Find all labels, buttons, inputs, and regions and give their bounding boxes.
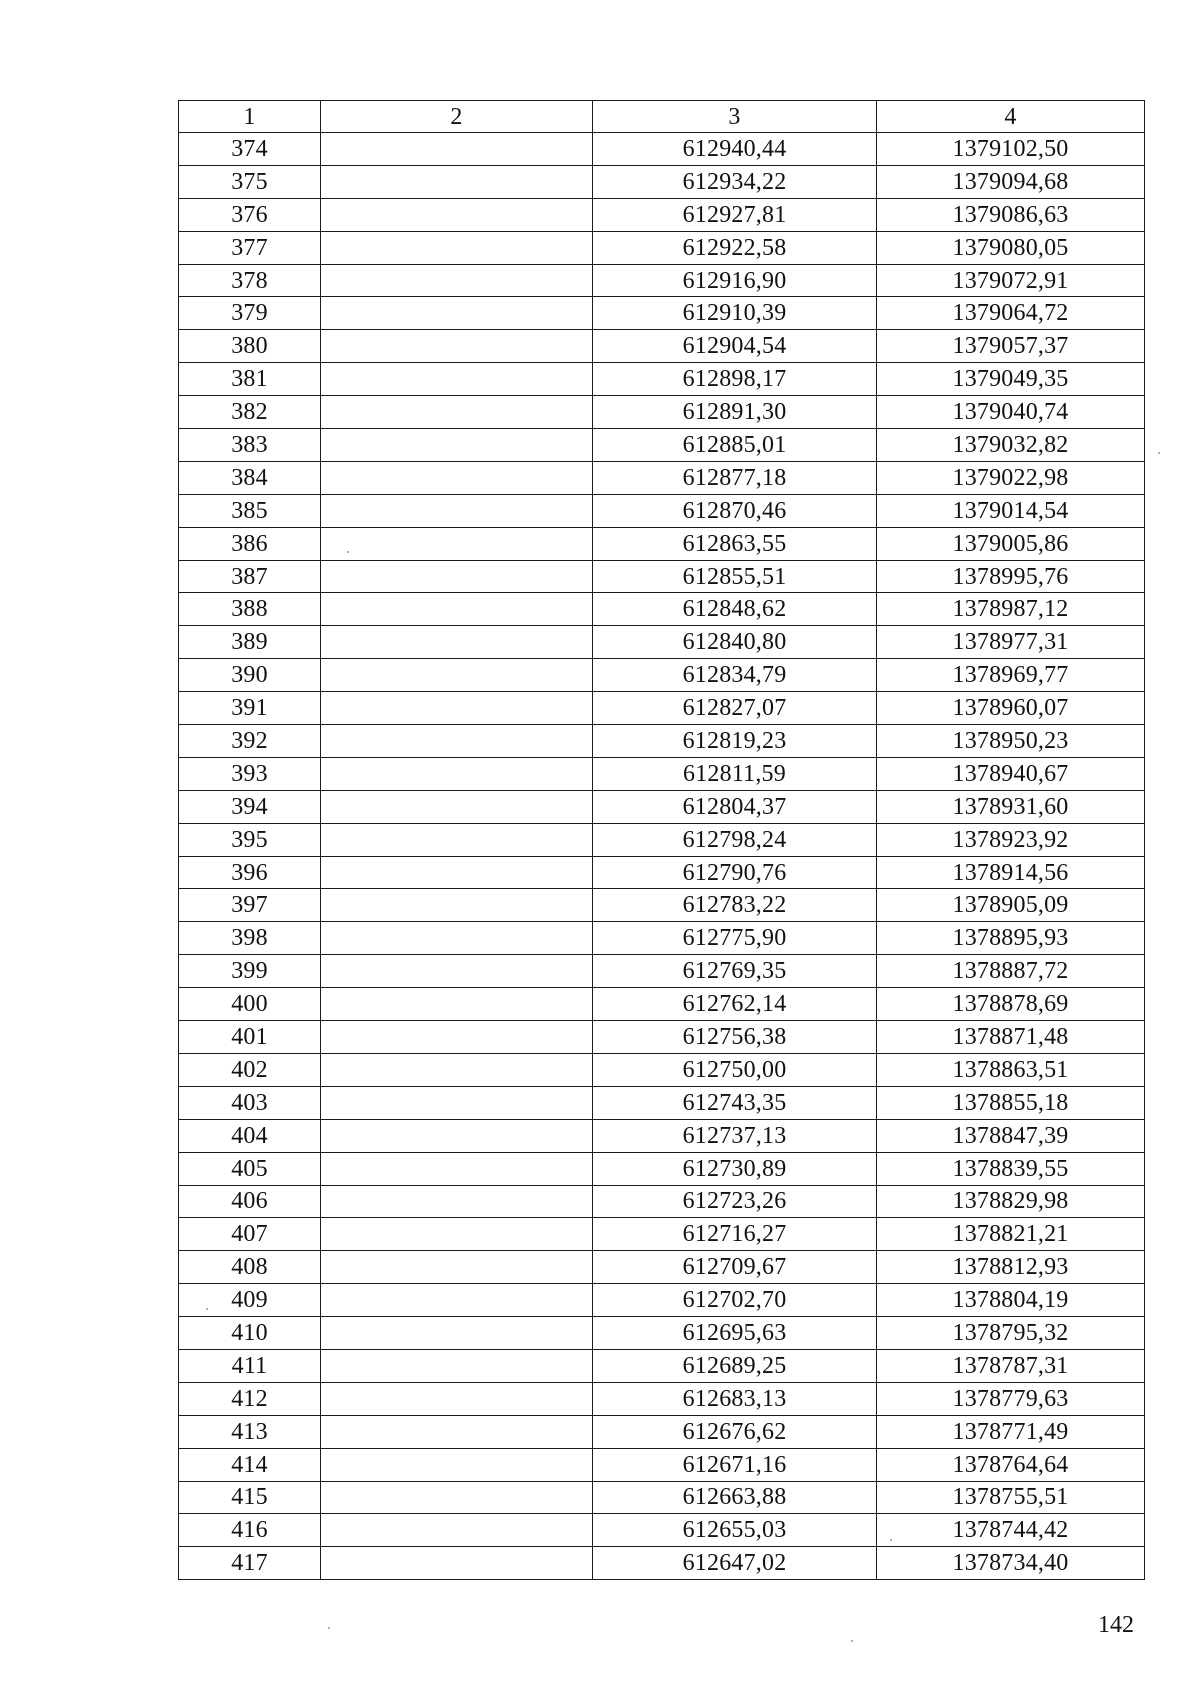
description-cell: [321, 1415, 593, 1448]
point-number-cell: 403: [179, 1086, 321, 1119]
description-cell: [321, 1251, 593, 1284]
description-cell: [321, 396, 593, 429]
description-cell: [321, 297, 593, 330]
description-cell: [321, 823, 593, 856]
description-cell: [321, 494, 593, 527]
point-number-cell: 378: [179, 264, 321, 297]
description-cell: [321, 856, 593, 889]
y-coordinate-cell: 1378895,93: [877, 922, 1145, 955]
x-coordinate-cell: 612790,76: [593, 856, 877, 889]
description-cell: [321, 165, 593, 198]
y-coordinate-cell: 1379032,82: [877, 429, 1145, 462]
x-coordinate-cell: 612647,02: [593, 1547, 877, 1580]
point-number-cell: 390: [179, 659, 321, 692]
x-coordinate-cell: 612769,35: [593, 955, 877, 988]
point-number-cell: 417: [179, 1547, 321, 1580]
y-coordinate-cell: 1378923,92: [877, 823, 1145, 856]
description-cell: [321, 1547, 593, 1580]
x-coordinate-cell: 612848,62: [593, 593, 877, 626]
x-coordinate-cell: 612863,55: [593, 527, 877, 560]
y-coordinate-cell: 1378905,09: [877, 889, 1145, 922]
point-number-cell: 389: [179, 626, 321, 659]
table-row: [179, 922, 1145, 955]
description-cell: [321, 429, 593, 462]
y-coordinate-cell: 1378878,69: [877, 988, 1145, 1021]
x-coordinate-cell: 612671,16: [593, 1448, 877, 1481]
table-row: [179, 659, 1145, 692]
description-cell: [321, 1185, 593, 1218]
description-cell: [321, 1152, 593, 1185]
description-cell: [321, 889, 593, 922]
table-row: [179, 1481, 1145, 1514]
point-number-cell: 412: [179, 1382, 321, 1415]
table-row: [179, 1317, 1145, 1350]
description-cell: [321, 560, 593, 593]
x-coordinate-cell: 612775,90: [593, 922, 877, 955]
x-coordinate-cell: 612885,01: [593, 429, 877, 462]
y-coordinate-cell: 1378764,64: [877, 1448, 1145, 1481]
x-coordinate-cell: 612762,14: [593, 988, 877, 1021]
y-coordinate-cell: 1378755,51: [877, 1481, 1145, 1514]
y-coordinate-cell: 1379094,68: [877, 165, 1145, 198]
y-coordinate-cell: 1379080,05: [877, 231, 1145, 264]
y-coordinate-cell: 1379005,86: [877, 527, 1145, 560]
y-coordinate-cell: 1379049,35: [877, 363, 1145, 396]
description-cell: [321, 757, 593, 790]
table-row: [179, 988, 1145, 1021]
table-row: [179, 1021, 1145, 1054]
point-number-cell: 380: [179, 330, 321, 363]
description-cell: [321, 1317, 593, 1350]
y-coordinate-cell: 1379022,98: [877, 461, 1145, 494]
x-coordinate-cell: 612827,07: [593, 692, 877, 725]
point-number-cell: 379: [179, 297, 321, 330]
table-row: [179, 461, 1145, 494]
x-coordinate-cell: 612916,90: [593, 264, 877, 297]
x-coordinate-cell: 612934,22: [593, 165, 877, 198]
point-number-cell: 382: [179, 396, 321, 429]
description-cell: [321, 527, 593, 560]
x-coordinate-cell: 612750,00: [593, 1053, 877, 1086]
description-cell: [321, 1021, 593, 1054]
point-number-cell: 410: [179, 1317, 321, 1350]
table-row: [179, 133, 1145, 166]
point-number-cell: 384: [179, 461, 321, 494]
x-coordinate-cell: 612702,70: [593, 1284, 877, 1317]
point-number-cell: 408: [179, 1251, 321, 1284]
description-cell: [321, 626, 593, 659]
table-row: [179, 593, 1145, 626]
y-coordinate-cell: 1378995,76: [877, 560, 1145, 593]
point-number-cell: 407: [179, 1218, 321, 1251]
description-cell: [321, 725, 593, 758]
table-row: [179, 527, 1145, 560]
point-number-cell: 399: [179, 955, 321, 988]
table-row: [179, 396, 1145, 429]
table-row: [179, 1086, 1145, 1119]
y-coordinate-cell: 1378795,32: [877, 1317, 1145, 1350]
coordinates-table: [178, 100, 1145, 1580]
table-row: [179, 1152, 1145, 1185]
point-number-cell: 375: [179, 165, 321, 198]
x-coordinate-cell: 612683,13: [593, 1382, 877, 1415]
table-row: [179, 1514, 1145, 1547]
table-body: [179, 133, 1145, 1580]
x-coordinate-cell: 612737,13: [593, 1119, 877, 1152]
x-coordinate-cell: 612855,51: [593, 560, 877, 593]
y-coordinate-cell: 1378940,67: [877, 757, 1145, 790]
x-coordinate-cell: 612689,25: [593, 1349, 877, 1382]
table-row: [179, 757, 1145, 790]
y-coordinate-cell: 1378779,63: [877, 1382, 1145, 1415]
point-number-cell: 381: [179, 363, 321, 396]
x-coordinate-cell: 612723,26: [593, 1185, 877, 1218]
x-coordinate-cell: 612870,46: [593, 494, 877, 527]
y-coordinate-cell: 1378871,48: [877, 1021, 1145, 1054]
y-coordinate-cell: 1378931,60: [877, 790, 1145, 823]
x-coordinate-cell: 612709,67: [593, 1251, 877, 1284]
table-row: [179, 231, 1145, 264]
point-number-cell: 387: [179, 560, 321, 593]
description-cell: [321, 593, 593, 626]
description-cell: [321, 363, 593, 396]
table-row: [179, 856, 1145, 889]
description-cell: [321, 330, 593, 363]
table-header: [179, 101, 1145, 133]
y-coordinate-cell: 1379072,91: [877, 264, 1145, 297]
point-number-cell: 392: [179, 725, 321, 758]
description-cell: [321, 922, 593, 955]
table-row: [179, 1284, 1145, 1317]
point-number-cell: 402: [179, 1053, 321, 1086]
point-number-cell: 414: [179, 1448, 321, 1481]
description-cell: [321, 1218, 593, 1251]
point-number-cell: 413: [179, 1415, 321, 1448]
description-cell: [321, 659, 593, 692]
description-cell: [321, 1448, 593, 1481]
y-coordinate-cell: 1378863,51: [877, 1053, 1145, 1086]
point-number-cell: 405: [179, 1152, 321, 1185]
point-number-cell: 411: [179, 1349, 321, 1382]
x-coordinate-cell: 612898,17: [593, 363, 877, 396]
y-coordinate-cell: 1378914,56: [877, 856, 1145, 889]
description-cell: [321, 133, 593, 166]
table-row: [179, 165, 1145, 198]
point-number-cell: 398: [179, 922, 321, 955]
point-number-cell: 383: [179, 429, 321, 462]
column-header-3: 3: [593, 101, 877, 133]
point-number-cell: 395: [179, 823, 321, 856]
description-cell: [321, 1086, 593, 1119]
point-number-cell: 393: [179, 757, 321, 790]
table-row: [179, 790, 1145, 823]
description-cell: [321, 1119, 593, 1152]
point-number-cell: 385: [179, 494, 321, 527]
point-number-cell: 376: [179, 198, 321, 231]
x-coordinate-cell: 612804,37: [593, 790, 877, 823]
description-cell: [321, 1349, 593, 1382]
y-coordinate-cell: 1378969,77: [877, 659, 1145, 692]
x-coordinate-cell: 612783,22: [593, 889, 877, 922]
table-row: [179, 429, 1145, 462]
y-coordinate-cell: 1378839,55: [877, 1152, 1145, 1185]
point-number-cell: 394: [179, 790, 321, 823]
table-row: [179, 1382, 1145, 1415]
table-row: [179, 1547, 1145, 1580]
table-row: [179, 297, 1145, 330]
y-coordinate-cell: 1379014,54: [877, 494, 1145, 527]
table-row: [179, 264, 1145, 297]
table-row: [179, 1053, 1145, 1086]
x-coordinate-cell: 612877,18: [593, 461, 877, 494]
x-coordinate-cell: 612834,79: [593, 659, 877, 692]
scan-speck: [206, 1308, 208, 1310]
description-cell: [321, 264, 593, 297]
point-number-cell: 406: [179, 1185, 321, 1218]
description-cell: [321, 1481, 593, 1514]
page-number: 142: [1098, 1612, 1134, 1638]
x-coordinate-cell: 612655,03: [593, 1514, 877, 1547]
table-row: [179, 198, 1145, 231]
y-coordinate-cell: 1379064,72: [877, 297, 1145, 330]
x-coordinate-cell: 612663,88: [593, 1481, 877, 1514]
point-number-cell: 374: [179, 133, 321, 166]
table-row: [179, 626, 1145, 659]
point-number-cell: 386: [179, 527, 321, 560]
y-coordinate-cell: 1378887,72: [877, 955, 1145, 988]
table-row: [179, 955, 1145, 988]
description-cell: [321, 692, 593, 725]
x-coordinate-cell: 612891,30: [593, 396, 877, 429]
x-coordinate-cell: 612927,81: [593, 198, 877, 231]
x-coordinate-cell: 612716,27: [593, 1218, 877, 1251]
point-number-cell: 409: [179, 1284, 321, 1317]
x-coordinate-cell: 612743,35: [593, 1086, 877, 1119]
y-coordinate-cell: 1378847,39: [877, 1119, 1145, 1152]
point-number-cell: 415: [179, 1481, 321, 1514]
table-row: [179, 1251, 1145, 1284]
table-row: [179, 725, 1145, 758]
y-coordinate-cell: 1378787,31: [877, 1349, 1145, 1382]
y-coordinate-cell: 1379057,37: [877, 330, 1145, 363]
scan-speck: [1158, 452, 1160, 454]
table-row: [179, 363, 1145, 396]
x-coordinate-cell: 612676,62: [593, 1415, 877, 1448]
y-coordinate-cell: 1378821,21: [877, 1218, 1145, 1251]
table-row: [179, 1415, 1145, 1448]
scan-speck: [347, 551, 349, 553]
y-coordinate-cell: 1378812,93: [877, 1251, 1145, 1284]
point-number-cell: 388: [179, 593, 321, 626]
y-coordinate-cell: 1378960,07: [877, 692, 1145, 725]
point-number-cell: 401: [179, 1021, 321, 1054]
table-row: [179, 1448, 1145, 1481]
x-coordinate-cell: 612730,89: [593, 1152, 877, 1185]
table-row: [179, 889, 1145, 922]
y-coordinate-cell: 1378771,49: [877, 1415, 1145, 1448]
description-cell: [321, 988, 593, 1021]
table-row: [179, 1185, 1145, 1218]
x-coordinate-cell: 612695,63: [593, 1317, 877, 1350]
column-header-2: 2: [321, 101, 593, 133]
scan-speck: [851, 1640, 853, 1642]
description-cell: [321, 1053, 593, 1086]
table-row: [179, 692, 1145, 725]
y-coordinate-cell: 1378950,23: [877, 725, 1145, 758]
x-coordinate-cell: 612940,44: [593, 133, 877, 166]
y-coordinate-cell: 1378829,98: [877, 1185, 1145, 1218]
point-number-cell: 404: [179, 1119, 321, 1152]
point-number-cell: 416: [179, 1514, 321, 1547]
table-row: [179, 494, 1145, 527]
table-row: [179, 330, 1145, 363]
column-header-4: 4: [877, 101, 1145, 133]
description-cell: [321, 198, 593, 231]
table-row: [179, 823, 1145, 856]
y-coordinate-cell: 1379040,74: [877, 396, 1145, 429]
y-coordinate-cell: 1378744,42: [877, 1514, 1145, 1547]
x-coordinate-cell: 612811,59: [593, 757, 877, 790]
x-coordinate-cell: 612756,38: [593, 1021, 877, 1054]
scan-speck: [890, 1539, 892, 1541]
table-row: [179, 1349, 1145, 1382]
x-coordinate-cell: 612798,24: [593, 823, 877, 856]
y-coordinate-cell: 1378804,19: [877, 1284, 1145, 1317]
description-cell: [321, 1514, 593, 1547]
table-row: [179, 1119, 1145, 1152]
x-coordinate-cell: 612904,54: [593, 330, 877, 363]
description-cell: [321, 1284, 593, 1317]
scan-speck: [328, 1627, 330, 1629]
description-cell: [321, 790, 593, 823]
description-cell: [321, 955, 593, 988]
y-coordinate-cell: 1378977,31: [877, 626, 1145, 659]
point-number-cell: 377: [179, 231, 321, 264]
description-cell: [321, 461, 593, 494]
y-coordinate-cell: 1379086,63: [877, 198, 1145, 231]
point-number-cell: 391: [179, 692, 321, 725]
y-coordinate-cell: 1378734,40: [877, 1547, 1145, 1580]
description-cell: [321, 231, 593, 264]
x-coordinate-cell: 612922,58: [593, 231, 877, 264]
point-number-cell: 400: [179, 988, 321, 1021]
y-coordinate-cell: 1378987,12: [877, 593, 1145, 626]
x-coordinate-cell: 612910,39: [593, 297, 877, 330]
description-cell: [321, 1382, 593, 1415]
point-number-cell: 397: [179, 889, 321, 922]
table-row: [179, 560, 1145, 593]
y-coordinate-cell: 1379102,50: [877, 133, 1145, 166]
point-number-cell: 396: [179, 856, 321, 889]
x-coordinate-cell: 612819,23: [593, 725, 877, 758]
x-coordinate-cell: 612840,80: [593, 626, 877, 659]
y-coordinate-cell: 1378855,18: [877, 1086, 1145, 1119]
column-header-1: 1: [179, 101, 321, 133]
header-row: [179, 101, 1145, 133]
table-row: [179, 1218, 1145, 1251]
